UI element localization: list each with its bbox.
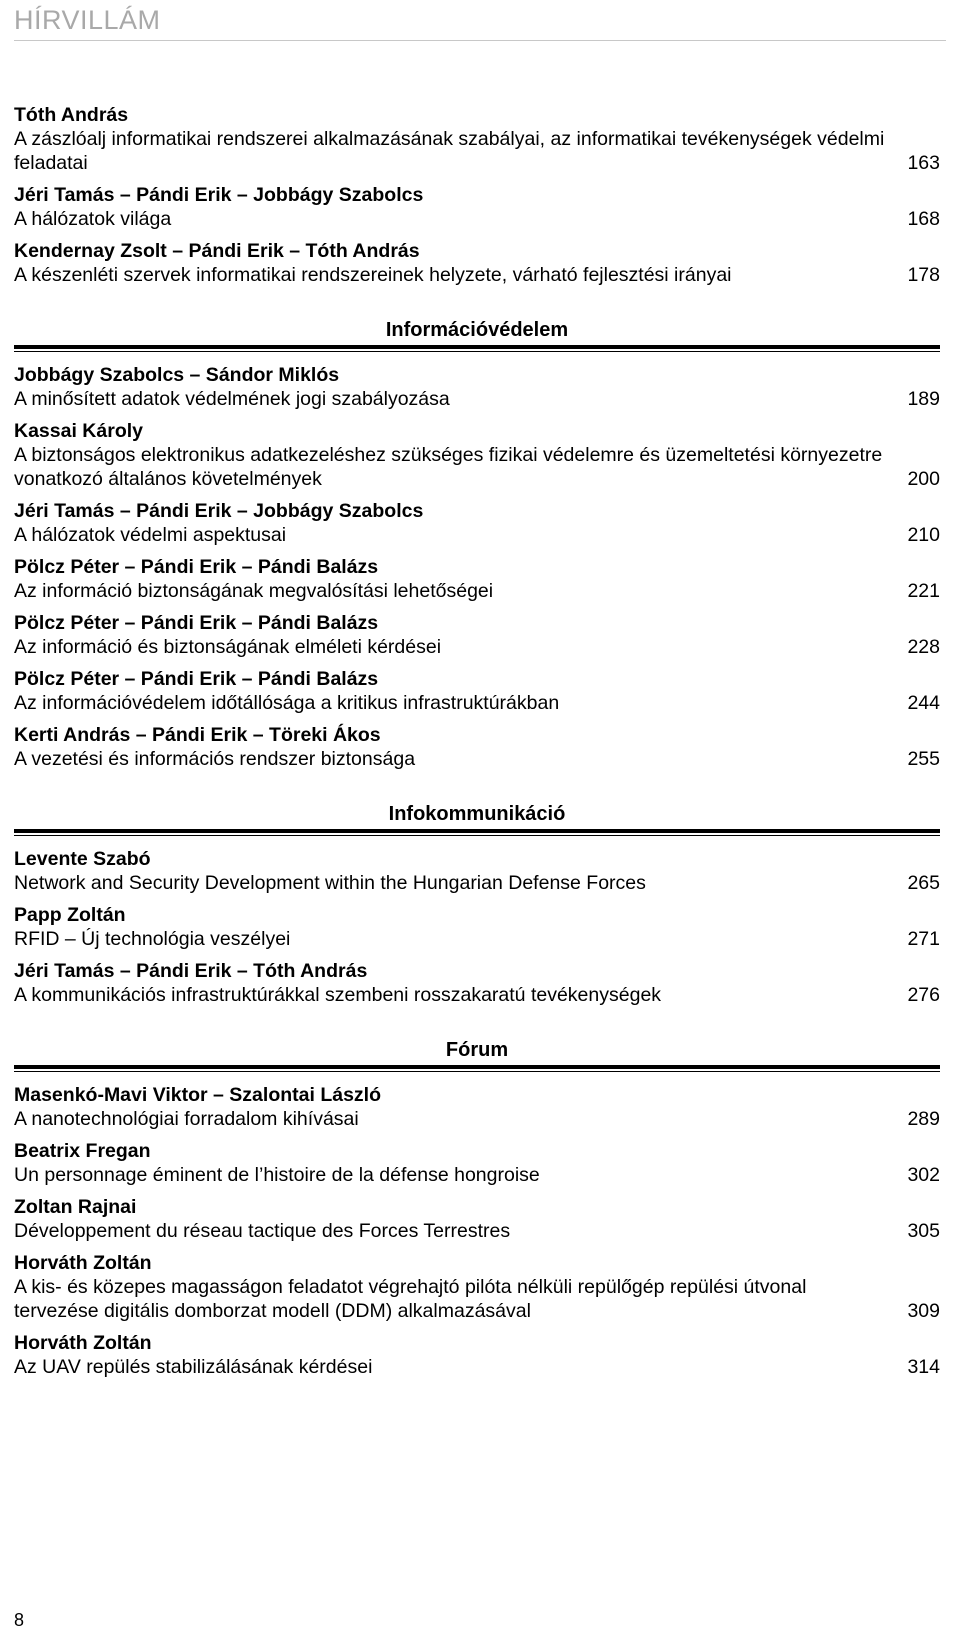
section-divider-thin xyxy=(14,835,940,836)
entry-author: Pölcz Péter – Pándi Erik – Pándi Balázs xyxy=(14,556,379,578)
entry-title: Az információvédelem időtállósága a kritikus infrastruktúrákban xyxy=(14,692,560,714)
entry-author: Masenkó-Mavi Viktor – Szalontai László xyxy=(14,1084,381,1106)
entry-page-number: 200 xyxy=(907,468,940,490)
entry-author: Jéri Tamás – Pándi Erik – Jobbágy Szabolcs xyxy=(14,184,424,206)
entry-author: Horváth Zoltán xyxy=(14,1252,152,1274)
entry-title: Az információ biztonságának megvalósítási lehetőségei xyxy=(14,580,494,602)
entry-page-number: 309 xyxy=(907,1300,940,1322)
page-number: 8 xyxy=(14,1610,25,1630)
toc-entry xyxy=(14,364,940,411)
entry-title: A nanotechnológiai forradalom kihívásai xyxy=(14,1108,359,1130)
entry-page-number: 210 xyxy=(907,524,940,546)
entry-page-number: 221 xyxy=(907,580,940,602)
entry-title-row xyxy=(14,263,940,287)
entry-title-row xyxy=(14,635,940,659)
section-divider-thin xyxy=(14,351,940,352)
entry-title: A hálózatok védelmi aspektusai xyxy=(14,524,287,546)
entry-title: RFID – Új technológia veszélyei xyxy=(14,928,291,950)
entry-author: Jéri Tamás – Pándi Erik – Tóth András xyxy=(14,960,368,982)
toc-section xyxy=(14,104,940,287)
entry-page-number: 189 xyxy=(907,388,940,410)
toc-entry xyxy=(14,612,940,659)
entry-page-number: 265 xyxy=(907,872,940,894)
entry-title-row xyxy=(14,1355,940,1379)
section-divider-thin xyxy=(14,1071,940,1072)
toc-entry xyxy=(14,104,940,175)
entry-title: A hálózatok világa xyxy=(14,208,172,230)
entry-page-number: 255 xyxy=(907,748,940,770)
toc-entry xyxy=(14,240,940,287)
entry-page-number: 271 xyxy=(907,928,940,950)
entry-page-number: 289 xyxy=(907,1108,940,1130)
entry-title: Network and Security Development within the Hungarian Defense Forces xyxy=(14,872,646,894)
page-header xyxy=(14,2,946,42)
entry-title-row xyxy=(14,387,940,411)
section-divider-thick xyxy=(14,345,940,349)
section-divider-thick xyxy=(14,829,940,833)
toc-entry xyxy=(14,184,940,231)
entry-page-number: 305 xyxy=(907,1220,940,1242)
entry-title-row xyxy=(14,443,940,491)
toc-entry xyxy=(14,904,940,951)
entry-title-row xyxy=(14,579,940,603)
entry-title: Un personnage éminent de l’histoire de la défense hongroise xyxy=(14,1164,540,1186)
toc-entry xyxy=(14,1084,940,1131)
entry-title: A kommunikációs infrastruktúrákkal szembeni rosszakaratú tevékenységek xyxy=(14,984,662,1006)
entry-author: Papp Zoltán xyxy=(14,904,126,926)
entry-title: A készenléti szervek informatikai rendszereinek helyzete, várható fejlesztési irányai xyxy=(14,264,732,286)
entry-author: Horváth Zoltán xyxy=(14,1332,152,1354)
entry-title: A vezetési és információs rendszer biztonsága xyxy=(14,748,416,770)
entry-title-row xyxy=(14,207,940,231)
toc-section xyxy=(14,296,940,771)
entry-page-number: 244 xyxy=(907,692,940,714)
toc-entry xyxy=(14,500,940,547)
entry-author: Kassai Károly xyxy=(14,420,143,442)
entry-title-row xyxy=(14,127,940,175)
toc-section xyxy=(14,1016,940,1379)
entry-title-row xyxy=(14,871,940,895)
toc-entry xyxy=(14,668,940,715)
entry-title: Az UAV repülés stabilizálásának kérdései xyxy=(14,1356,373,1378)
toc-entry xyxy=(14,848,940,895)
entry-title: Développement du réseau tactique des Forces Terrestres xyxy=(14,1220,511,1242)
entry-author: Zoltan Rajnai xyxy=(14,1196,137,1218)
toc-entry xyxy=(14,960,940,1007)
toc-entry xyxy=(14,556,940,603)
toc-entry xyxy=(14,1140,940,1187)
entry-page-number: 302 xyxy=(907,1164,940,1186)
section-divider-thick xyxy=(14,1065,940,1069)
entry-title-row xyxy=(14,523,940,547)
entry-author: Jéri Tamás – Pándi Erik – Jobbágy Szabolcs xyxy=(14,500,424,522)
journal-title: HÍRVILLÁM xyxy=(14,5,161,35)
toc-entry xyxy=(14,1196,940,1243)
toc-section xyxy=(14,780,940,1007)
entry-title-row xyxy=(14,747,940,771)
entry-author: Tóth András xyxy=(14,104,129,126)
entry-title: A kis- és közepes magasságon feladatot végrehajtó pilóta nélküli repülőgép repülési útvonal tervezése digitális domborzat modell (DDM) alkalmazásával xyxy=(14,1276,807,1322)
section-heading: Fórum xyxy=(445,1039,509,1061)
section-heading: Infokommunikáció xyxy=(388,803,566,825)
entry-title: Az információ és biztonságának elméleti kérdései xyxy=(14,636,442,658)
entry-title-row xyxy=(14,1107,940,1131)
entry-title-row xyxy=(14,691,940,715)
entry-title-row xyxy=(14,1275,940,1323)
entry-title: A minősített adatok védelmének jogi szabályozása xyxy=(14,388,450,410)
entry-author: Jobbágy Szabolcs – Sándor Miklós xyxy=(14,364,340,386)
entry-title: A biztonságos elektronikus adatkezeléshez szükséges fizikai védelemre és üzemeltetési környezetre vonatkozó általános követelmények xyxy=(14,444,883,490)
toc-entry xyxy=(14,420,940,491)
entry-page-number: 276 xyxy=(907,984,940,1006)
entry-author: Pölcz Péter – Pándi Erik – Pándi Balázs xyxy=(14,612,379,634)
toc-entry xyxy=(14,1252,940,1323)
entry-author: Pölcz Péter – Pándi Erik – Pándi Balázs xyxy=(14,668,379,690)
entry-title-row xyxy=(14,1163,940,1187)
entry-page-number: 228 xyxy=(907,636,940,658)
entry-author: Kendernay Zsolt – Pándi Erik – Tóth András xyxy=(14,240,420,262)
entry-author: Kerti András – Pándi Erik – Töreki Ákos xyxy=(14,724,381,746)
entry-page-number: 178 xyxy=(907,264,940,286)
entry-title-row xyxy=(14,1219,940,1243)
entry-title: A zászlóalj informatikai rendszerei alkalmazásának szabályai, az informatikai tevékenységek védelmi feladatai xyxy=(14,128,885,174)
toc-entry xyxy=(14,724,940,771)
entry-title-row xyxy=(14,927,940,951)
entry-page-number: 163 xyxy=(907,152,940,174)
entry-page-number: 314 xyxy=(907,1356,940,1378)
entry-author: Levente Szabó xyxy=(14,848,151,870)
toc-entry xyxy=(14,1332,940,1379)
section-heading: Információvédelem xyxy=(385,319,569,341)
table-of-contents xyxy=(14,104,940,1388)
entry-author: Beatrix Fregan xyxy=(14,1140,151,1162)
header-divider xyxy=(14,40,946,41)
entry-page-number: 168 xyxy=(907,208,940,230)
entry-title-row xyxy=(14,983,940,1007)
